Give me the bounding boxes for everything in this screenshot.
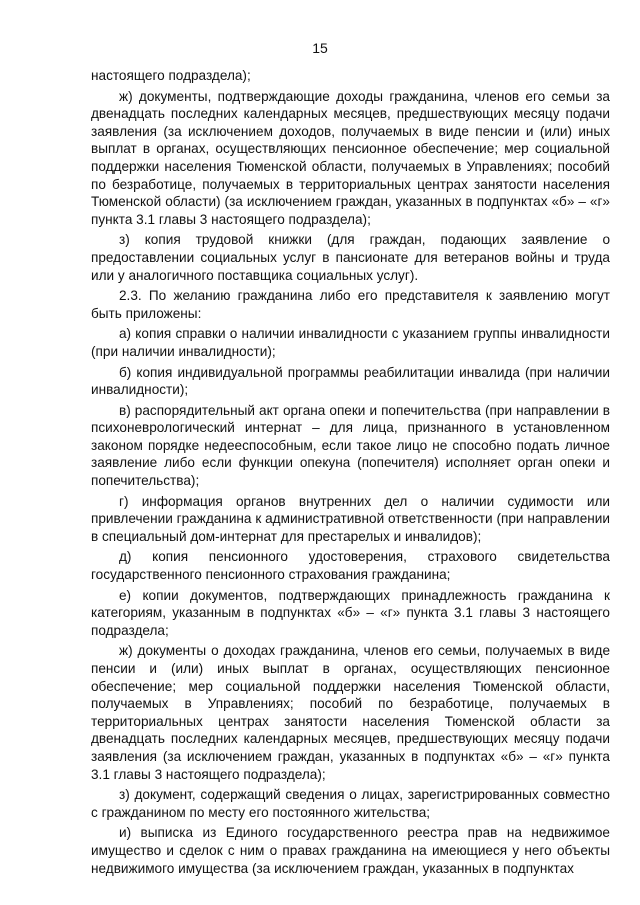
paragraph-item-d-pension-certificate: д) копия пенсионного удостоверения, страхового свидетельства государственного пенсионного страхования гражданина; — [91, 549, 610, 583]
paragraph-section-2-3: 2.3. По желанию гражданина либо его представителя к заявлению могут быть приложены: — [91, 288, 610, 321]
paragraph-item-zh-income-documents: ж) документы о доходах гражданина, членов его семьи, получаемых в виде пенсии и (или) иных выплат в органах, осуществляющих пенсионное обеспечение; мер социальной поддержки населения Тюменской области, получаемых в Управлениях; пособий по безработице, получаемых в территориальных центрах занятости населения Тюменской области за двенадцать последних календарных месяцев, предшествующих месяцу подачи заявления (за исключением граждан, указанных в подпунктах «б» – «г» пункта 3.1 главы 3 настоящего подраздела); — [91, 643, 610, 782]
paragraph-item-g-police-information: г) информация органов внутренних дел о наличии судимости или привлечении гражданина к административной ответственности (при направлении в специальный дом-интернат для престарелых и инвалидов); — [91, 493, 610, 544]
paragraph-item-zh-incomes: ж) документы, подтверждающие доходы гражданина, членов его семьи за двенадцать последних календарных месяцев, предшествующих месяцу подачи заявления (за исключением доходов, получаемых в виде пенсии и (или) иных выплат в органах, осуществляющих пенсионное обеспечение; мер социальной поддержки населения Тюменской области, получаемых в Управлениях; пособий по безработице, получаемых в территориальных центрах занятости населения Тюменской области) (за исключением граждан, указанных в подпунктах «б» – «г» пункта 3.1 главы 3 настоящего подраздела); — [91, 88, 610, 227]
paragraph-item-i-property-register: и) выписка из Единого государственного реестра прав на недвижимое имущество и сделок с ним о правах гражданина на имеющиеся у него объекты недвижимого имущества (за исключением граждан, указанных в подпунктах — [91, 825, 610, 876]
paragraph-item-z-work-book: з) копия трудовой книжки (для граждан, подающих заявление о предоставлении социальных услуг в пансионате для ветеранов войны и труда или у аналогичного поставщика социальных услуг). — [91, 232, 610, 283]
page-number: 15 — [312, 40, 328, 56]
paragraph-item-a-disability-certificate: а) копия справки о наличии инвалидности с указанием группы инвалидности (при наличии инвалидности); — [91, 326, 610, 359]
paragraph-continuation: настоящего подраздела); — [91, 68, 251, 83]
paragraph-item-v-guardianship-act: в) распорядительный акт органа опеки и попечительства (при направлении в психоневрологический интернат – для лица, признанного в установленном законом порядке недееспособным, если такое лицо не способно подать личное заявление либо если функции опекуна (попечителя) исполняет орган опеки и попечительства); — [91, 402, 610, 489]
document-body — [91, 67, 610, 876]
paragraph-item-e-category-documents: е) копии документов, подтверждающих принадлежность гражданина к категориям, указанным в подпунктах «б» – «г» пункта 3.1 главы 3 настоящего подраздела; — [91, 587, 610, 638]
paragraph-item-z-registration-info: з) документ, содержащий сведения о лицах, зарегистрированных совместно с гражданином по месту его постоянного жительства; — [91, 787, 610, 820]
paragraph-item-b-rehabilitation-program: б) копия индивидуальной программы реабилитации инвалида (при наличии инвалидности); — [91, 364, 610, 398]
